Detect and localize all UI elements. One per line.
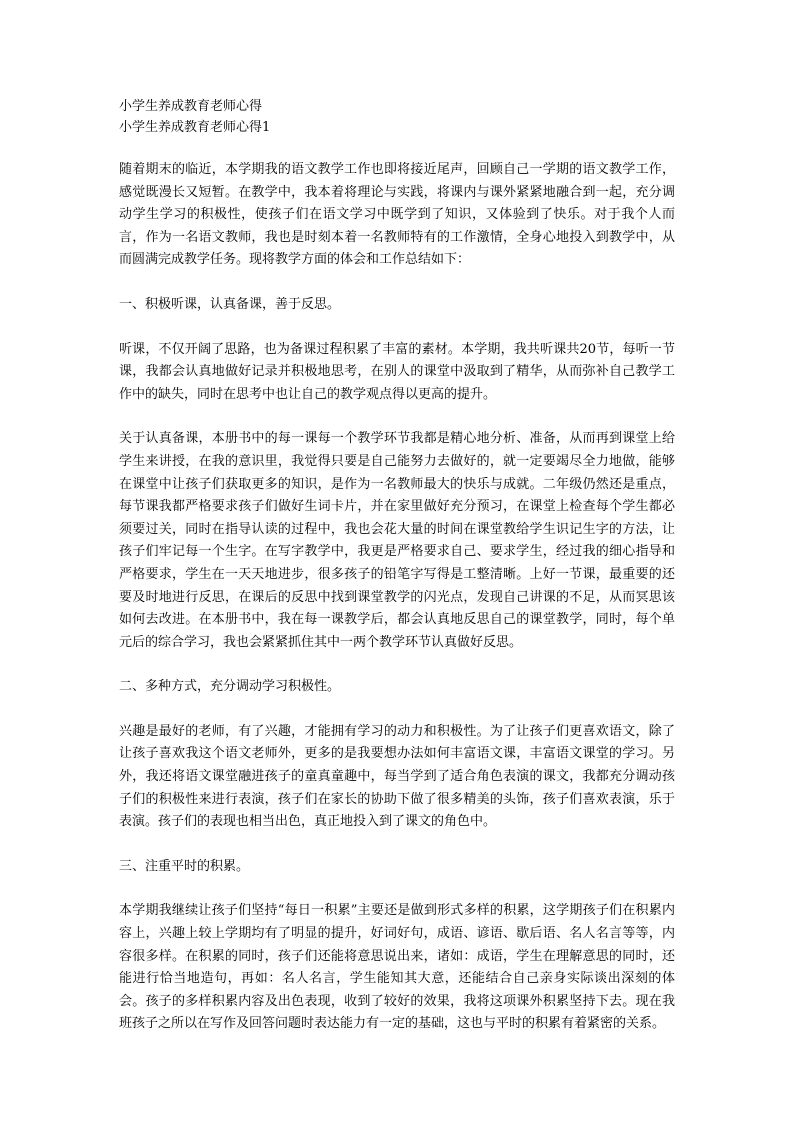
document-title: 小学生养成教育老师心得 [119, 99, 263, 114]
document-page [119, 96, 675, 1036]
intro-paragraph: 随着期末的临近，本学期我的语文教学工作也即将接近尾声，回顾自己一学期的语文教学工作，感觉既漫长又短暂。在教学中，我本着将理论与实践，将课内与课外紧紧地融合到一起，充分调动学生学习的积极性，使孩子们在语文学习中既学到了知识，又体验到了快乐。对于我个人而言，作为一名语文教师，我也是时刻本着一名教师特有的工作激情，全身心地投入到教学中，从而圆满完成教学任务。现将教学方面的体会和工作总结如下： [119, 162, 675, 268]
section-1-paragraph-2: 关于认真备课，本册书中的每一课每一个教学环节我都是精心地分析、准备，从而再到课堂上给学生来讲授，在我的意识里，我觉得只要是自己能努力去做好的，就一定要竭尽全力地做，能够在课堂中让孩子们获取更多的知识，是作为一名教师最大的快乐与成就。二年级仍然还是重点，每节课我都严格要求孩子们做好生词卡片，并在家里做好充分预习，在课堂上检查每个学生都必须要过关，同时在指导认读的过程中，我也会花大量的时间在课堂教给学生识记生字的方法，让孩子们牢记每一个生字。在写字教学中，我更是严格要求自己、要求学生，经过我的细心指导和严格要求，学生在一天天地进步，很多孩子的铅笔字写得是工整清晰。上好一节课，最重要的还要及时地进行反思，在课后的反思中找到课堂教学的闪光点，发现自己讲课的不足，从而冥思该如何去改进。在本册书中，我在每一课教学后，都会认真地反思自己的课堂教学，同时，每个单元后的综合学习，我也会紧紧抓住其中一两个教学环节认真做好反思。 [119, 431, 675, 650]
section-heading-2: 二、多种方式，充分调动学习积极性。 [119, 679, 341, 695]
section-heading-1: 一、积极听课，认真备课，善于反思。 [119, 296, 341, 312]
section-3-paragraph-1: 本学期我继续让孩子们坚持“每日一积累”主要还是做到形式多样的积累，这学期孩子们在积累内容上，兴趣上较上学期均有了明显的提升，好词好句，成语、谚语、歇后语、名人名言等等，内容很多样。在积累的同时，孩子们还能将意思说出来，诸如：成语，学生在理解意思的同时，还能进行恰当地造句，再如：名人名言，学生能知其大意，还能结合自己亲身实际谈出深刻的体会。孩子的多样积累内容及出色表现，收到了较好的效果，我将这项课外积累坚持下去。现在我班孩子之所以在写作及回答问题时表达能力有一定的基础，这也与平时的积累有着紧密的关系。 [119, 903, 675, 1032]
section-heading-3: 三、注重平时的积累。 [119, 858, 250, 874]
section-2-paragraph-1: 兴趣是最好的老师，有了兴趣，才能拥有学习的动力和积极性。为了让孩子们更喜欢语文，除了让孩子喜欢我这个语文老师外，更多的是我要想办法如何丰富语文课，丰富语文课堂的学习。另外，我还将语文课堂融进孩子的童真童趣中，每当学到了适合角色表演的课文，我都充分调动孩子们的积极性来进行表演，孩子们在家长的协助下做了很多精美的头饰，孩子们喜欢表演，乐于表演。孩子们的表现也相当出色，真正地投入到了课文的角色中。 [119, 723, 675, 830]
document-subtitle: 小学生养成教育老师心得1 [119, 120, 271, 135]
section-1-paragraph-1: 听课，不仅开阔了思路，也为备课过程积累了丰富的素材。本学期，我共听课共20节，每听一节课，我都会认真地做好记录并积极地思考，在别人的课堂中汲取到了精华，从而弥补自己教学工作中的缺失，同时在思考中也让自己的教学观点得以更高的提升。 [119, 341, 675, 402]
